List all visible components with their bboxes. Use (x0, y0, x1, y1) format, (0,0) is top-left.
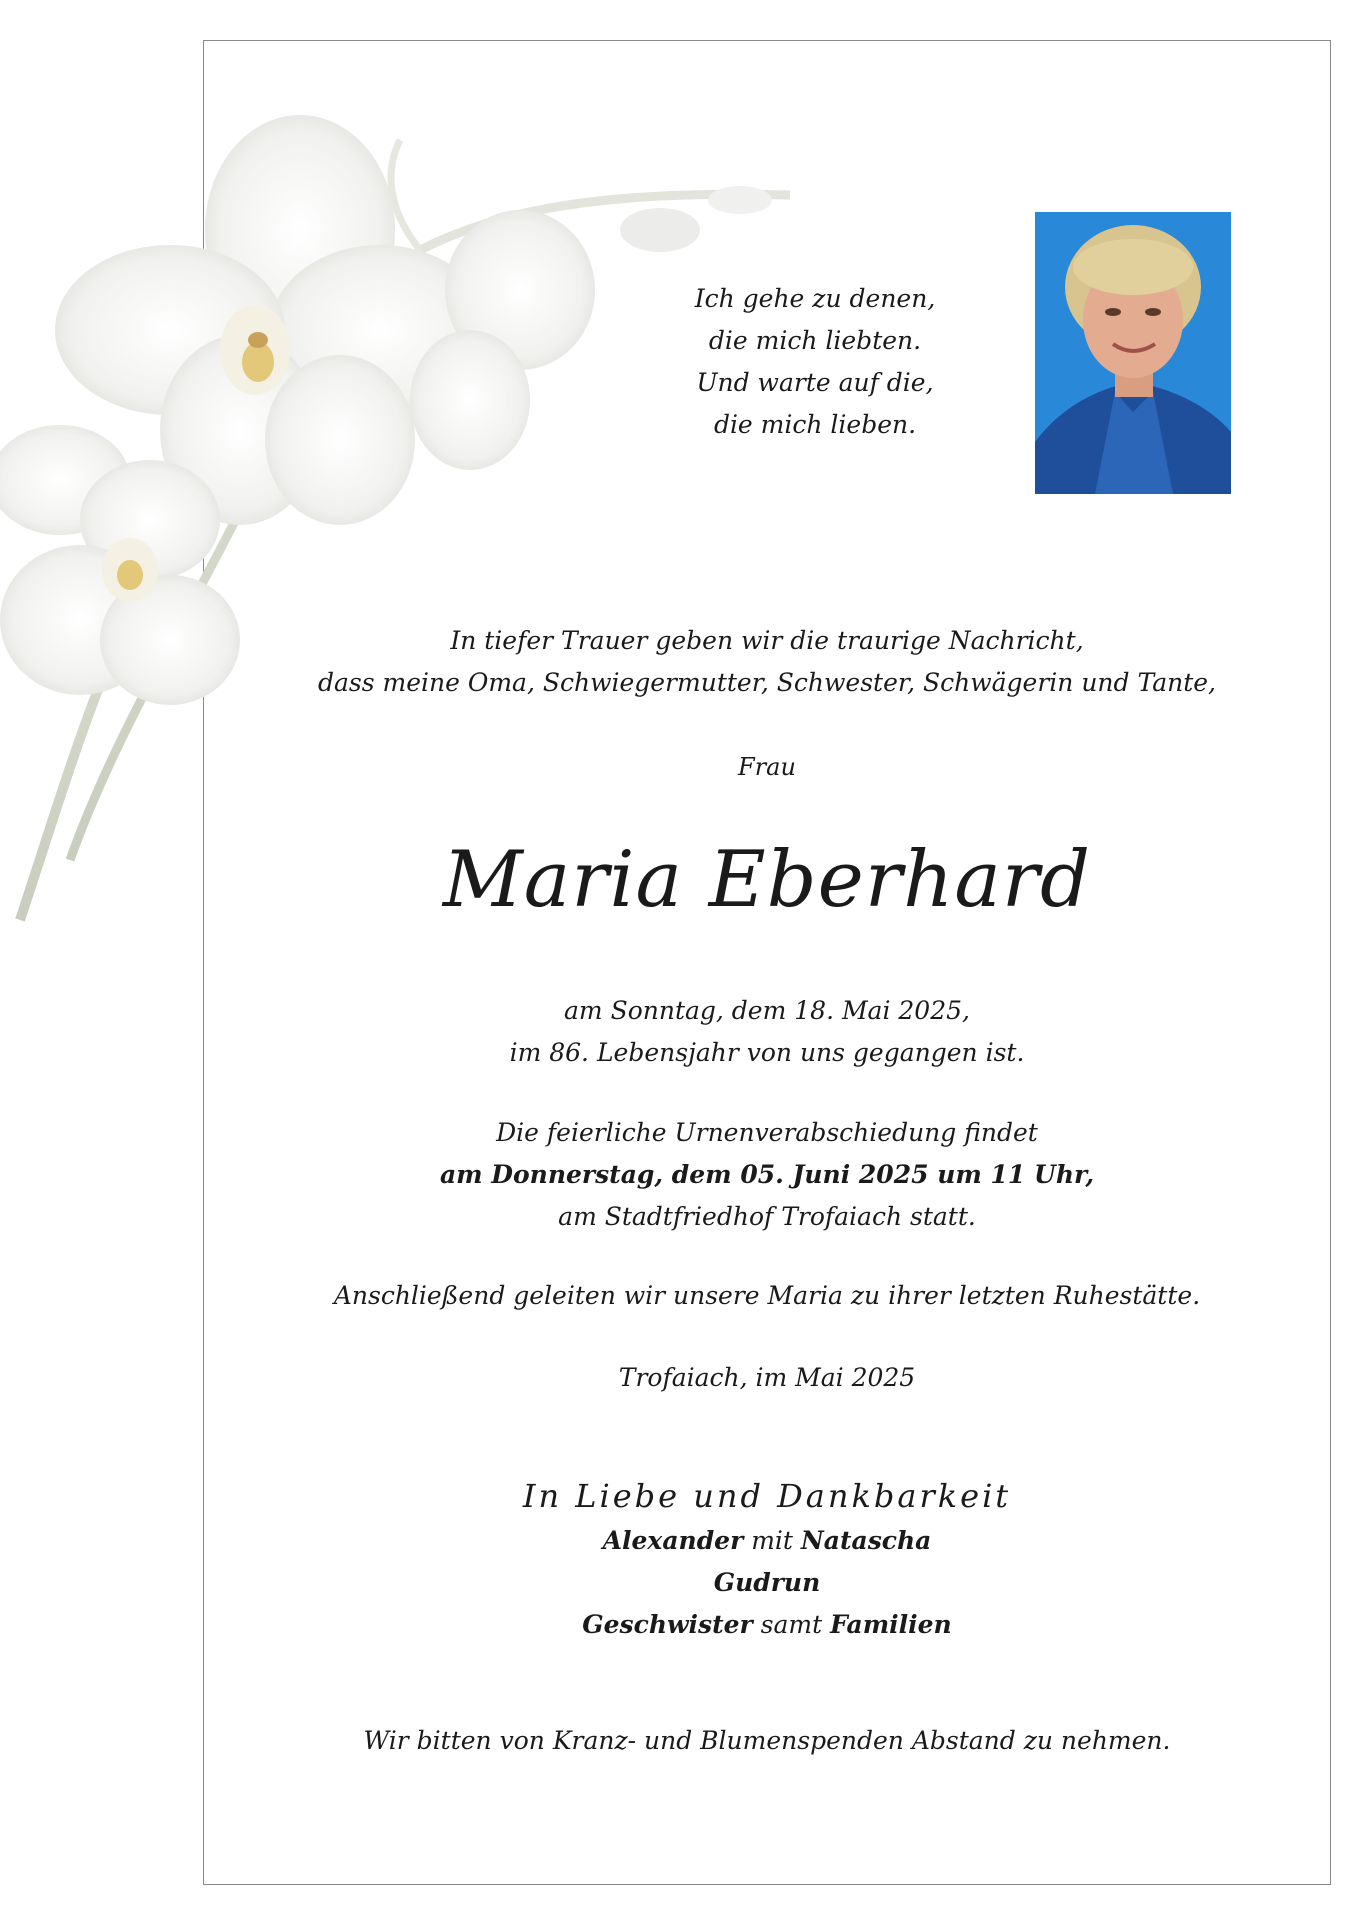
mourner-connector: samt (760, 1610, 823, 1639)
poem-line: Und warte auf die, (696, 368, 934, 397)
place-date: Trofaiach, im Mai 2025 (618, 1363, 916, 1392)
death-notice-line: am Sonntag, dem 18. Mai 2025, (564, 996, 970, 1025)
ceremony-date: am Donnerstag, dem 05. Juni 2025 um 11 Uhr, (439, 1160, 1095, 1189)
ceremony-location: am Stadtfriedhof Trofaiach statt. (558, 1202, 976, 1231)
mourner-name: Gudrun (713, 1568, 821, 1597)
closing-phrase: In Liebe und Dankbarkeit (522, 1477, 1012, 1515)
mourner-row (203, 1604, 1331, 1646)
mourner-name: Geschwister (582, 1610, 753, 1639)
death-notice-line: im 86. Lebensjahr von uns gegangen ist. (509, 1038, 1025, 1067)
mourner-row (203, 1520, 1331, 1562)
mourner-name: Familien (830, 1610, 952, 1639)
portrait-photo (1035, 212, 1231, 494)
portrait-image (1035, 212, 1231, 494)
escort-note: Anschließend geleiten wir unsere Maria zu ihrer letzten Ruhestätte. (333, 1281, 1201, 1310)
poem-line: die mich liebten. (708, 326, 922, 355)
announcement (203, 620, 1331, 704)
mourner-name: Alexander (602, 1526, 744, 1555)
donation-request: Wir bitten von Kranz- und Blumenspenden Abstand zu nehmen. (363, 1726, 1171, 1755)
poem-line: die mich lieben. (713, 410, 917, 439)
ceremony-info (203, 1112, 1331, 1238)
salutation: Frau (738, 753, 796, 781)
ceremony-line: Die feierliche Urnenverabschiedung findet (496, 1118, 1038, 1147)
mourner-connector: mit (751, 1526, 793, 1555)
announcement-line: dass meine Oma, Schwiegermutter, Schwester, Schwägerin und Tante, (317, 668, 1216, 697)
poem (600, 278, 1030, 446)
mourner-row (203, 1562, 1331, 1604)
deceased-name: Maria Eberhard (442, 835, 1092, 925)
mourner-name: Natascha (800, 1526, 932, 1555)
poem-line: Ich gehe zu denen, (694, 284, 936, 313)
announcement-line: In tiefer Trauer geben wir die traurige Nachricht, (450, 626, 1084, 655)
death-notice (203, 990, 1331, 1074)
mourners (203, 1520, 1331, 1646)
